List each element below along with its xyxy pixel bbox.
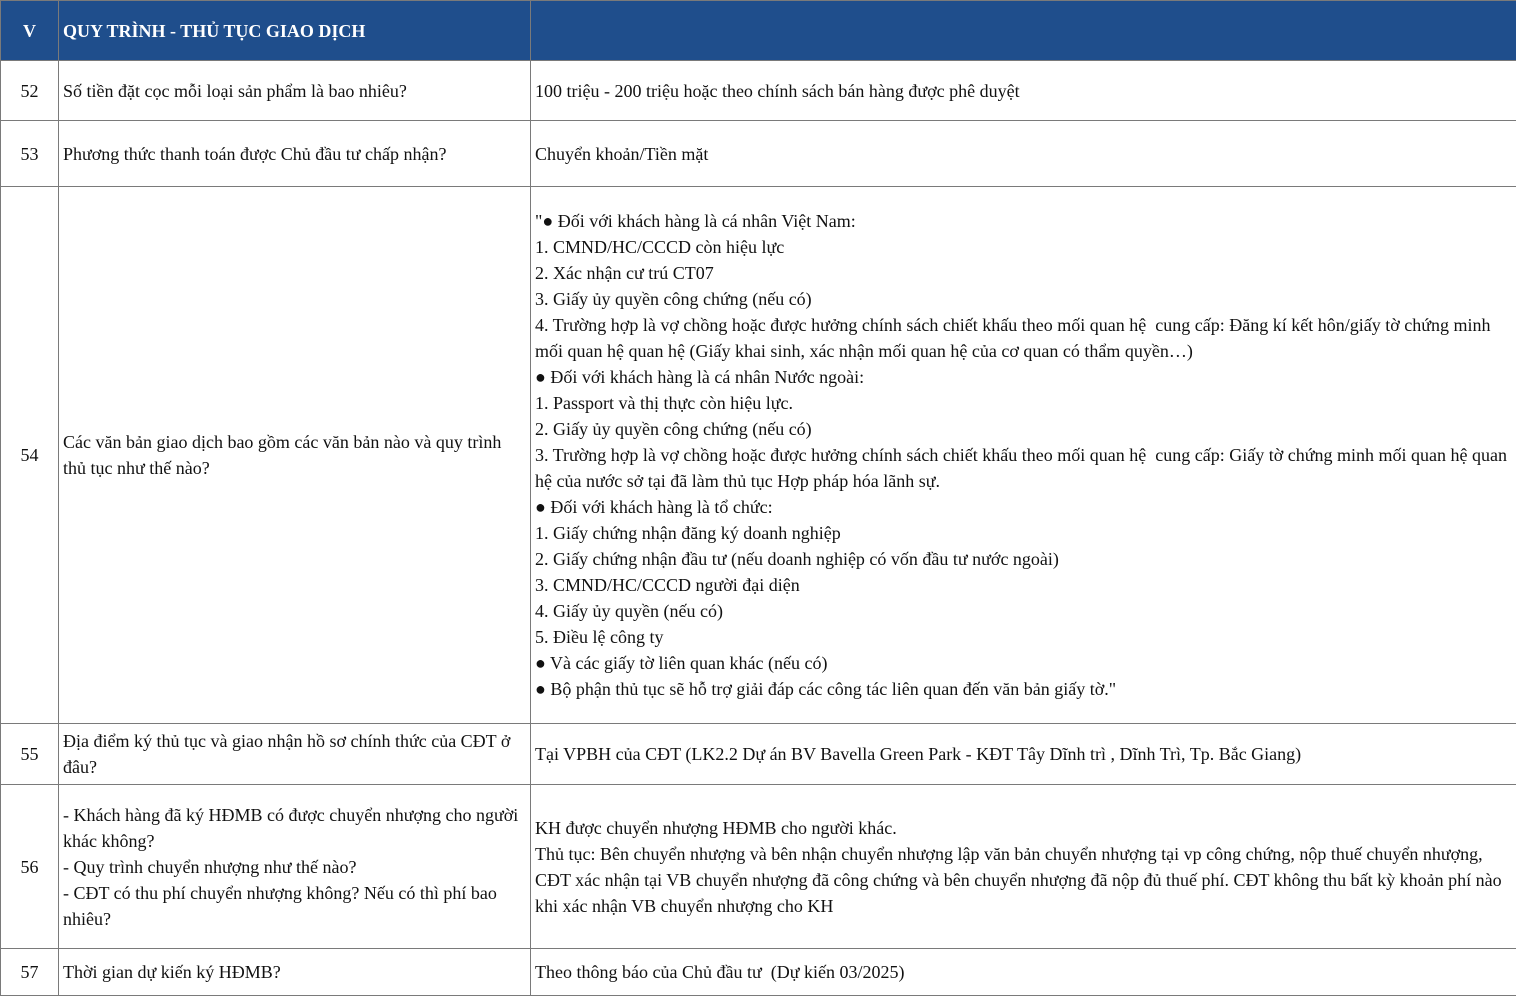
answer-cell xyxy=(531,724,1516,785)
table-row xyxy=(1,187,1516,724)
section-header-row xyxy=(1,1,1516,61)
row-number: 54 xyxy=(1,187,59,724)
answer-text: Chuyển khoản/Tiền mặt xyxy=(535,143,709,164)
table-row xyxy=(1,121,1516,187)
answer-line: 1. Passport và thị thực còn hiệu lực. xyxy=(535,393,793,413)
answer-line: 3. CMND/HC/CCCD người đại diện xyxy=(535,575,800,595)
question-cell xyxy=(59,785,531,949)
question-text: Các văn bản giao dịch bao gồm các văn bản nào và quy trình thủ tục như thế nào? xyxy=(63,432,506,478)
answer-cell xyxy=(531,61,1516,121)
answer-line: 1. Giấy chứng nhận đăng ký doanh nghiệp xyxy=(535,523,841,543)
answer-text: 100 triệu - 200 triệu hoặc theo chính sách bán hàng được phê duyệt xyxy=(535,80,1020,101)
answer-line: KH được chuyển nhượng HĐMB cho người khác. xyxy=(535,817,897,838)
question-text: Số tiền đặt cọc mỗi loại sản phẩm là bao nhiêu? xyxy=(63,80,407,101)
answer-line: 3. Trường hợp là vợ chồng hoặc được hưởng chính sách chiết khấu theo mối quan hệ cung cấp: Giấy tờ chứng minh mối quan hệ quan hệ của nước sở tại đã làm thủ tục Hợp pháp hóa lãnh sự. xyxy=(535,445,1512,491)
answer-line: ● Đối với khách hàng là tổ chức: xyxy=(535,497,773,517)
table-row xyxy=(1,61,1516,121)
question-text: Phương thức thanh toán được Chủ đầu tư chấp nhận? xyxy=(63,143,447,164)
answer-cell xyxy=(531,949,1516,996)
answer-line: 3. Giấy ủy quyền công chứng (nếu có) xyxy=(535,289,812,309)
question-cell xyxy=(59,949,531,996)
row-number: 52 xyxy=(1,61,59,121)
question-text: Địa điểm ký thủ tục và giao nhận hồ sơ chính thức của CĐT ở đâu? xyxy=(63,731,515,777)
answer-line: ● Và các giấy tờ liên quan khác (nếu có) xyxy=(535,653,828,673)
section-number: V xyxy=(1,1,59,61)
answer-line: ● Đối với khách hàng là cá nhân Nước ngoài: xyxy=(535,367,865,387)
row-number: 53 xyxy=(1,121,59,187)
answer-text: Tại VPBH của CĐT (LK2.2 Dự án BV Bavella Green Park - KĐT Tây Dĩnh trì , Dĩnh Trì, Tp. Bắc Giang) xyxy=(535,744,1302,764)
answer-cell xyxy=(531,785,1516,949)
answer-line: "● Đối với khách hàng là cá nhân Việt Nam: xyxy=(535,211,856,231)
answer-line: 2. Giấy ủy quyền công chứng (nếu có) xyxy=(535,419,812,439)
section-title: QUY TRÌNH - THỦ TỤC GIAO DỊCH xyxy=(59,1,531,61)
question-cell xyxy=(59,724,531,785)
question-cell xyxy=(59,121,531,187)
row-number: 55 xyxy=(1,724,59,785)
question-text: Thời gian dự kiến ký HĐMB? xyxy=(63,962,281,982)
question-line: - Khách hàng đã ký HĐMB có được chuyển nhượng cho người khác không? xyxy=(63,804,523,851)
answer-line: Thủ tục: Bên chuyển nhượng và bên nhận chuyển nhượng lập văn bản chuyển nhượng tại vp công chứng, nộp thuế chuyển nhượng, CĐT xác nhận tại VB chuyển nhượng đã công chứng và bên chuyển nhượng đã nộp đủ thuế phí. CĐT không thu bất kỳ khoản phí nào khi xác nhận VB chuyển nhượng cho KH xyxy=(535,843,1507,916)
question-line: - Quy trình chuyển nhượng như thế nào? xyxy=(63,856,357,877)
answer-line: 2. Giấy chứng nhận đầu tư (nếu doanh nghiệp có vốn đầu tư nước ngoài) xyxy=(535,549,1059,569)
question-line: - CĐT có thu phí chuyển nhượng không? Nếu có thì phí bao nhiêu? xyxy=(63,882,502,929)
answer-line: 1. CMND/HC/CCCD còn hiệu lực xyxy=(535,237,785,257)
answer-line: 4. Trường hợp là vợ chồng hoặc được hưởng chính sách chiết khấu theo mối quan hệ cung cấp: Đăng kí kết hôn/giấy tờ chứng minh mối quan hệ quan hệ (Giấy khai sinh, xác nhận mối quan hệ của cơ quan có thẩm quyền…) xyxy=(535,315,1495,361)
answer-text: Theo thông báo của Chủ đầu tư (Dự kiến 03/2025) xyxy=(535,962,905,982)
answer-line: 5. Điều lệ công ty xyxy=(535,627,664,647)
answer-line: 4. Giấy ủy quyền (nếu có) xyxy=(535,601,723,621)
answer-cell xyxy=(531,121,1516,187)
table-row xyxy=(1,949,1516,996)
row-number: 57 xyxy=(1,949,59,996)
answer-cell xyxy=(531,187,1516,724)
row-number: 56 xyxy=(1,785,59,949)
table-row xyxy=(1,724,1516,785)
answer-line: 2. Xác nhận cư trú CT07 xyxy=(535,263,714,283)
answer-line: ● Bộ phận thủ tục sẽ hỗ trợ giải đáp các công tác liên quan đến văn bản giấy tờ." xyxy=(535,679,1117,699)
question-cell xyxy=(59,61,531,121)
question-cell xyxy=(59,187,531,724)
table-row xyxy=(1,785,1516,949)
section-header-empty xyxy=(531,1,1516,61)
